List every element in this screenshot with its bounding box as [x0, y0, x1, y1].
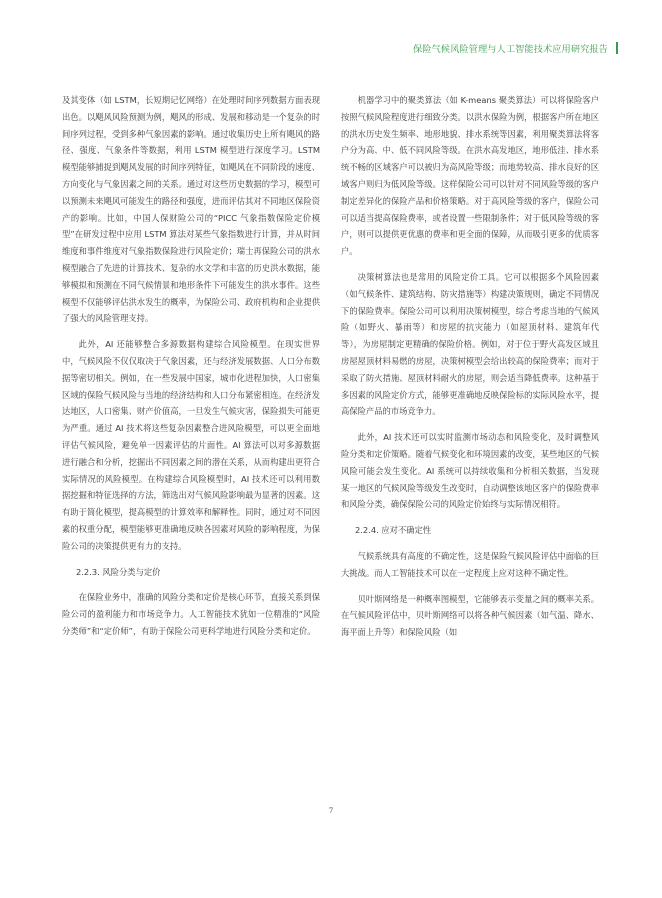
paragraph-uncertainty: 气候系统具有高度的不确定性，这是保险气候风险评估中面临的巨大挑战。而人工智能技术可以在一定程度上应对这种不确定性。: [341, 550, 599, 578]
left-column: [62, 92, 320, 640]
paragraph-lstm-continuation: 及其变体（如 LSTM，长短期记忆网络）在处理时间序列数据方面表现出色。以飓风风险预测为例，飓风的形成、发展和移动是一个复杂的时间序列过程，受到多种气象因素的影响。通过收集历史上所有飓风的路径、强度、气象条件等数据，利用 LSTM 模型进行深度学习。LSTM 模型能够捕捉到飓风发展的时间序列特征，如飓风在不同阶段的速度、方向变化与气象因素之间的关系。通过对这些历史数据的学习，模型可以预测未来飓风可能发生的路径和强度，进而评估其对不同地区保险资产的影响。比如，中国人保财险公司的“PICC 气象指数保险定价模型”在研发过程中应用 LSTM 算法对某些气象指数进行计算，并从时间维度和事件维度对气象指数保险进行风险定价；瑞士再保险公司的洪水模型融合了先进的计算技术、复杂的水文学和丰富的历史洪水数据，能够模拟和预测在不同气候情景和地形条件下可能发生的洪水事件。这些模型不仅能够评估洪水发生的概率，为保险公司、政府机构和企业提供了强大的风险管理支持。: [62, 95, 320, 324]
paragraph-decision-tree: 决策树算法也是常用的风险定价工具。它可以根据多个风险因素（如气候条件、建筑结构、防灾措施等）构建决策规则，确定不同情况下的保险费率。保险公司可以利用决策树模型，综合考虑当地的气候风险（如野火、暴雨等）和房屋的抗灾能力（如屋顶材料、建筑年代等），为房屋制定更精确的保险价格。例如，对于位于野火高发区域且房屋屋顶材料易燃的房屋，决策树模型会给出较高的保险费率；而对于采取了防火措施、屋顶材料耐火的房屋，则会适当降低费率。这种基于多因素的风险定价方式，能够更准确地反映保险标的实际风险水平，提高保险产品的市场竞争力。: [341, 271, 599, 417]
report-header: [413, 41, 618, 55]
header-accent-bar: [616, 42, 618, 54]
paragraph-clustering: 机器学习中的聚类算法（如 K-means 聚类算法）可以将保险客户按照气候风险程度进行细致分类。以洪水保险为例，根据客户所在地区的洪水历史发生频率、地形地貌、排水系统等因素，利用聚类算法将客户分为高、中、低不同风险等级。在洪水高发地区，地形低洼、排水系统不畅的区域客户可以被归为高风险等级；而地势较高、排水良好的区域客户则归为低风险等级。这样保险公司可以针对不同风险等级的客户制定差异化的保险产品和价格策略。对于高风险等级的客户，保险公司可以适当提高保险费率，或者设置一些限制条件；对于低风险等级的客户，则可以提供更优惠的费率和更全面的保障，从而吸引更多的优质客户。: [341, 95, 599, 257]
report-title: 保险气候风险管理与人工智能技术应用研究报告: [412, 44, 608, 55]
section-heading-2-2-4: 2.2.4. 应对不确定性: [355, 525, 432, 536]
paragraph-classification-intro: 在保险业务中，准确的风险分类和定价是核心环节，直接关系到保险公司的盈利能力和市场竞争力。人工智能技术犹如一位精准的“风险分类师”和“定价师”，有助于保险公司更科学地进行风险分类和定价。: [62, 592, 320, 636]
page-number: 7: [328, 806, 334, 815]
paragraph-realtime-monitoring: 此外，AI 技术还可以实时监测市场动态和风险变化，及时调整风险分类和定价策略。随着气候变化和环境因素的改变，某些地区的气候风险可能会发生变化。AI 系统可以持续收集和分析相关数据，当发现某一地区的气候风险等级发生改变时，自动调整该地区客户的保险费率和风险分类，确保保险公司的风险定价始终与实际情况相符。: [341, 432, 599, 510]
paragraph-bayesian-network: 贝叶斯网络是一种概率图模型，它能够表示变量之间的概率关系。在气候风险评估中，贝叶斯网络可以将各种气候因素（如气温、降水、海平面上升等）和保险风险（如: [341, 593, 599, 638]
section-heading-2-2-3: 2.2.3. 风险分类与定价: [76, 566, 161, 577]
right-column: [341, 92, 599, 641]
paragraph-multisource-model: 此外，AI 还能够整合多源数据构建综合风险模型。在现实世界中，气候风险不仅仅取决于气象因素，还与经济发展数据、人口分布数据等密切相关。例如，在一些发展中国家，城市化进程加快，人口密集区域的保险气候风险与当地的经济结构和人口分布紧密相连。在经济发达地区，人口密集、财产价值高，一旦发生气候灾害，保险损失可能更为严重。通过 AI 技术将这些复杂因素整合进风险模型，可以更全面地评估气候风险，避免单一因素评估的片面性。AI 算法可以对多源数据进行融合和分析，挖掘出不同因素之间的潜在关系，从而构建出更符合实际情况的风险模型。在构建综合风险模型时，AI 技术还可以利用数据挖掘和特征选择的方法，筛选出对气候风险影响最为显著的因素。这有助于简化模型，提高模型的计算效率和解释性。同时，通过对不同因素的权重分配，模型能够更准确地反映各因素对风险的影响程度，为保险公司的决策提供更有力的支持。: [62, 339, 320, 551]
